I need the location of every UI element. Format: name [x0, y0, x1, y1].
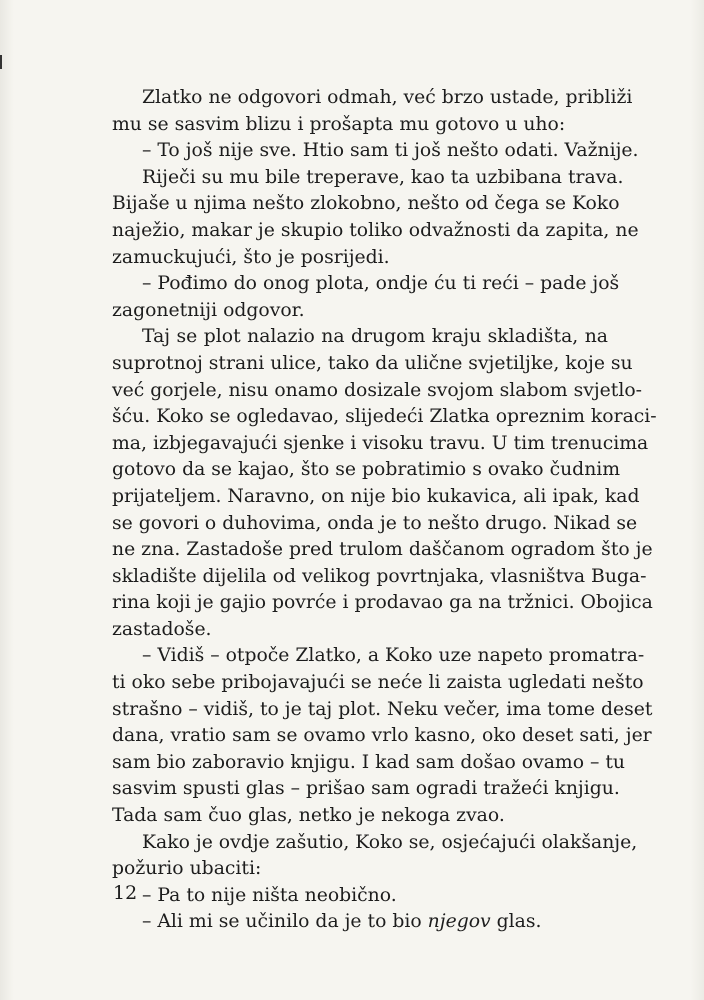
body-text — [112, 85, 657, 936]
text-line: mu se sasvim blizu i prošapta mu gotovo u uho: — [112, 113, 566, 135]
text-line: suprotnoj strani ulice, tako da ulične svjetiljke, koje su — [112, 352, 633, 374]
text-fragment: glas. — [490, 911, 542, 933]
text-line: zagonetniji odgovor. — [112, 299, 305, 321]
text-line: – Vidiš – otpoče Zlatko, a Koko uze napeto promatra- — [142, 645, 645, 667]
text-line: Kako je ovdje zašutio, Koko se, osjećajući olakšanje, — [142, 831, 638, 853]
text-line: sasvim spusti glas – prišao sam ogradi tražeći knjigu. — [112, 778, 620, 800]
text-line: Riječi su mu bile treperave, kao ta uzbibana trava. — [142, 166, 624, 188]
text-line: Zlatko ne odgovori odmah, već brzo ustade, približi — [142, 87, 633, 108]
text-line: prijateljem. Naravno, on nije bio kukavica, ali ipak, kad — [112, 485, 640, 507]
text-line: ti oko sebe pribojavajući se neće li zaista ugledati nešto — [112, 672, 644, 694]
page-number: 12 — [113, 882, 138, 904]
text-line: sam bio zaboravio knjigu. I kad sam došao ovamo – tu — [112, 751, 625, 773]
text-line: – Pa to nije ništa neobično. — [142, 884, 397, 906]
binding-mark — [0, 55, 2, 69]
text-line: skladište dijelila od velikog povrtnjaka, vlasništva Buga- — [112, 565, 647, 587]
text-line-last — [112, 909, 608, 936]
text-line: već gorjele, nisu onamo dosizale svojom slabom svjetlo- — [112, 379, 642, 401]
text-line: zastadoše. — [112, 618, 212, 640]
text-line: strašno – vidiš, to je taj plot. Neku večer, ima tome deset — [112, 698, 653, 720]
text-line: naježio, makar je skupio toliko odvažnosti da zapita, ne — [112, 219, 639, 241]
text-line: – Pođimo do onog plota, ondje ću ti reći – pade još — [142, 273, 620, 295]
text-line: Bijaše u njima nešto zlokobno, nešto od čega se Koko — [112, 193, 620, 215]
text-fragment: – Ali mi se učinilo da je to bio — [142, 911, 428, 933]
text-line: požurio ubaciti: — [112, 858, 262, 880]
text-line: dana, vratio sam se ovamo vrlo kasno, oko deset sati, jer — [112, 725, 652, 747]
text-line: se govori o duhovima, onda je to nešto drugo. Nikad se — [112, 512, 638, 534]
text-line: ma, izbjegavajući sjenke i visoku travu. U tim trenucima — [112, 432, 649, 454]
text-line: Tada sam čuo glas, netko je nekoga zvao. — [112, 805, 505, 827]
text-line: – To još nije sve. Htio sam ti još nešto odati. Važnije. — [142, 140, 639, 162]
text-line: gotovo da se kajao, što se pobratimio s ovako čudnim — [112, 459, 621, 481]
text-line: zamuckujući, što je posrijedi. — [112, 246, 390, 268]
text-line: ne zna. Zastadoše pred trulom daščanom ogradom što je — [112, 539, 653, 561]
emphasized-word: njegov — [427, 911, 491, 933]
text-line: rina koji je gajio povrće i prodavao ga na tržnici. Obojica — [112, 592, 653, 614]
text-line: šću. Koko se ogledavao, slijedeći Zlatka opreznim koraci- — [112, 406, 657, 428]
text-line: Taj se plot nalazio na drugom kraju skladišta, na — [142, 326, 608, 348]
